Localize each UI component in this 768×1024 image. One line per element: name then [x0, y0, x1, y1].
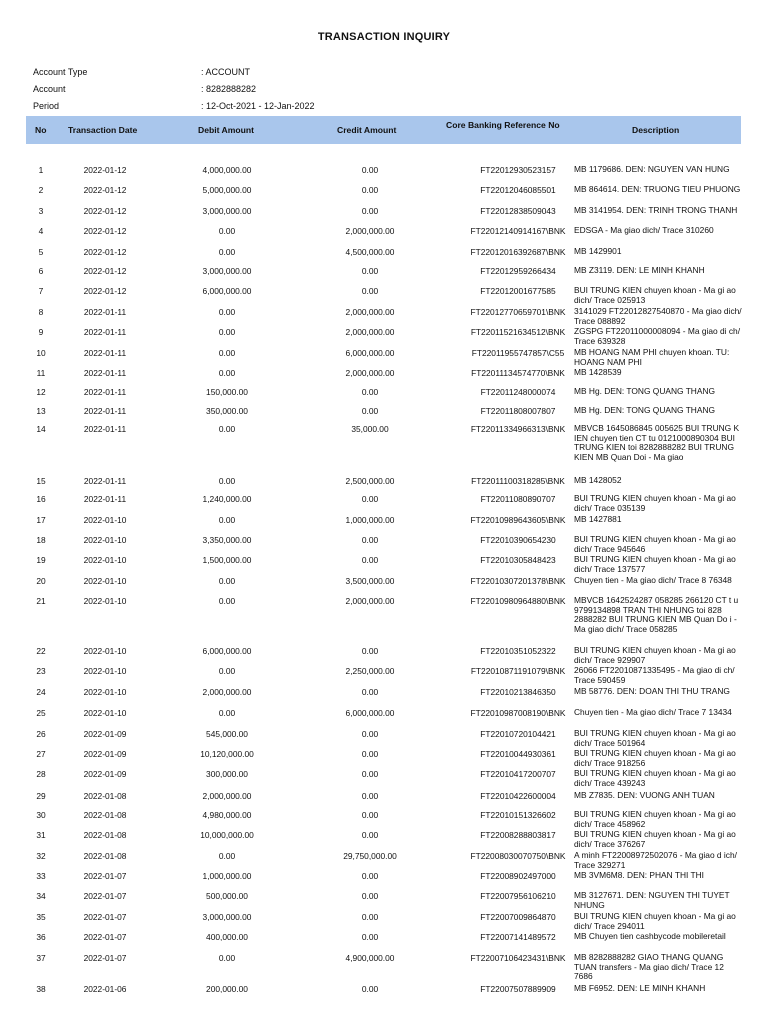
- credit-amount: 2,000,000.00: [345, 327, 395, 337]
- row-number: 38: [36, 984, 46, 994]
- credit-amount: 6,000,000.00: [345, 708, 395, 718]
- row-number: 28: [36, 769, 46, 779]
- reference-number: FT22010980964880\BNK: [470, 596, 566, 606]
- credit-amount: 2,000,000.00: [345, 596, 395, 606]
- transaction-date: 2022-01-12: [83, 165, 127, 175]
- credit-amount: 0.00: [361, 769, 379, 779]
- credit-amount: 0.00: [361, 535, 379, 545]
- transaction-date: 2022-01-11: [83, 424, 127, 434]
- transaction-date: 2022-01-10: [83, 646, 127, 656]
- credit-amount: 0.00: [361, 687, 379, 697]
- credit-amount: 0.00: [361, 494, 379, 504]
- transaction-date: 2022-01-10: [83, 687, 127, 697]
- row-number: 14: [36, 424, 46, 434]
- description: BUI TRUNG KIEN chuyen khoan - Ma gi ao dich/ Trace 137577: [574, 554, 736, 574]
- transaction-date: 2022-01-09: [83, 749, 127, 759]
- reference-number: FT22012838509043: [480, 206, 556, 216]
- credit-amount: 4,500,000.00: [345, 247, 395, 257]
- account-number-label: Account: [33, 84, 66, 94]
- description: MB Hg. DEN: TONG QUANG THANG: [574, 386, 716, 396]
- description: BUI TRUNG KIEN chuyen khoan - Ma gi ao dich/ Trace 035139: [574, 493, 736, 513]
- reference-number: FT22010390654230: [480, 535, 556, 545]
- credit-amount: 0.00: [361, 165, 379, 175]
- description: MB 1179686. DEN: NGUYEN VAN HUNG: [574, 164, 730, 174]
- debit-amount: 0.00: [218, 247, 236, 257]
- row-number: 29: [36, 791, 46, 801]
- description: BUI TRUNG KIEN chuyen khoan - Ma gi ao dich/ Trace 025913: [574, 285, 736, 305]
- credit-amount: 0.00: [361, 266, 379, 276]
- row-number: 31: [36, 830, 46, 840]
- debit-amount: 150,000.00: [206, 387, 248, 397]
- reference-number: FT22012140914167\BNK: [470, 226, 566, 236]
- row-number: 4: [38, 226, 44, 236]
- description: BUI TRUNG KIEN chuyen khoan - Ma gi ao dich/ Trace 294011: [574, 911, 736, 931]
- description: MBVCB 1642524287 058285 266120 CT t u 9799134898 TRAN THI NHUNG toi 828 2888282 BUI TRUNG KIEN MB Quan Do i - Ma giao dich/ Trace 058285: [574, 595, 739, 634]
- description: MB Z3119. DEN: LE MINH KHANH: [574, 265, 705, 275]
- column-header-desc: Description: [632, 125, 680, 135]
- debit-amount: 0.00: [218, 953, 236, 963]
- debit-amount: 5,000,000.00: [202, 185, 252, 195]
- row-number: 25: [36, 708, 46, 718]
- row-number: 7: [38, 286, 44, 296]
- credit-amount: 0.00: [361, 286, 379, 296]
- transaction-date: 2022-01-11: [83, 494, 127, 504]
- description: 26066 FT22010871335495 - Ma giao di ch/ Trace 590459: [574, 665, 735, 685]
- transaction-date: 2022-01-12: [83, 226, 127, 236]
- debit-amount: 2,000,000.00: [202, 791, 252, 801]
- credit-amount: 2,000,000.00: [345, 226, 395, 236]
- reference-number: FT22007956106210: [480, 891, 556, 901]
- credit-amount: 2,500,000.00: [345, 476, 395, 486]
- row-number: 5: [38, 247, 44, 257]
- debit-amount: 3,000,000.00: [202, 266, 252, 276]
- debit-amount: 1,240,000.00: [202, 494, 252, 504]
- credit-amount: 0.00: [361, 206, 379, 216]
- transaction-date: 2022-01-07: [83, 932, 127, 942]
- transaction-date: 2022-01-11: [83, 307, 127, 317]
- row-number: 34: [36, 891, 46, 901]
- transaction-date: 2022-01-06: [83, 984, 127, 994]
- description: MB F6952. DEN: LE MINH KHANH: [574, 983, 706, 993]
- transaction-date: 2022-01-09: [83, 729, 127, 739]
- debit-amount: 0.00: [218, 596, 236, 606]
- debit-amount: 3,350,000.00: [202, 535, 252, 545]
- row-number: 13: [36, 406, 46, 416]
- credit-amount: 29,750,000.00: [343, 851, 397, 861]
- description: MB 8282888282 GIAO THANG QUANG TUAN transfers - Ma giao dich/ Trace 12 7686: [574, 952, 724, 982]
- account-type-label: Account Type: [33, 67, 88, 77]
- description: MB 3VM6M8. DEN: PHAN THI THI: [574, 870, 704, 880]
- description: MB Hg. DEN: TONG QUANG THANG: [574, 405, 716, 415]
- transaction-date: 2022-01-11: [83, 476, 127, 486]
- transaction-date: 2022-01-11: [83, 368, 127, 378]
- description: Chuyen tien - Ma giao dich/ Trace 8 76348: [574, 575, 732, 585]
- description: MB 3141954. DEN: TRINH TRONG THANH: [574, 205, 738, 215]
- credit-amount: 0.00: [361, 729, 379, 739]
- row-number: 12: [36, 387, 46, 397]
- debit-amount: 0.00: [218, 666, 236, 676]
- credit-amount: 1,000,000.00: [345, 515, 395, 525]
- row-number: 23: [36, 666, 46, 676]
- transaction-date: 2022-01-10: [83, 576, 127, 586]
- row-number: 20: [36, 576, 46, 586]
- transaction-date: 2022-01-10: [83, 708, 127, 718]
- transaction-date: 2022-01-10: [83, 596, 127, 606]
- row-number: 26: [36, 729, 46, 739]
- transaction-date: 2022-01-07: [83, 891, 127, 901]
- reference-number: FT22008288803817: [480, 830, 556, 840]
- debit-amount: 0.00: [218, 851, 236, 861]
- reference-number: FT22010305848423: [480, 555, 556, 565]
- description: BUI TRUNG KIEN chuyen khoan - Ma gi ao dich/ Trace 439243: [574, 768, 736, 788]
- description: MB HOANG NAM PHI chuyen khoan. TU: HOANG NAM PHI: [574, 347, 730, 367]
- description: MB 1429901: [574, 246, 622, 256]
- row-number: 24: [36, 687, 46, 697]
- row-number: 37: [36, 953, 46, 963]
- reference-number: FT22012016392687\BNK: [470, 247, 566, 257]
- credit-amount: 0.00: [361, 646, 379, 656]
- row-number: 35: [36, 912, 46, 922]
- reference-number: FT22010720104421: [480, 729, 556, 739]
- reference-number: FT22011080890707: [480, 494, 556, 504]
- reference-number: FT22011248000074: [480, 387, 556, 397]
- reference-number: FT22010351052322: [480, 646, 556, 656]
- transaction-date: 2022-01-11: [83, 387, 127, 397]
- debit-amount: 4,980,000.00: [202, 810, 252, 820]
- credit-amount: 0.00: [361, 791, 379, 801]
- debit-amount: 0.00: [218, 226, 236, 236]
- row-number: 11: [36, 368, 46, 378]
- credit-amount: 2,000,000.00: [345, 307, 395, 317]
- period-label: Period: [33, 101, 60, 111]
- row-number: 8: [38, 307, 44, 317]
- reference-number: FT22011521634512\BNK: [470, 327, 566, 337]
- description: MB Z7835. DEN: VUONG ANH TUAN: [574, 790, 715, 800]
- transaction-date: 2022-01-08: [83, 830, 127, 840]
- credit-amount: 6,000,000.00: [345, 348, 395, 358]
- reference-number: FT22007009864870: [480, 912, 556, 922]
- reference-number: FT22010987008190\BNK: [470, 708, 566, 718]
- row-number: 9: [38, 327, 44, 337]
- description: MB 1428539: [574, 367, 622, 377]
- debit-amount: 0.00: [218, 576, 236, 586]
- column-header-debit: Debit Amount: [198, 125, 255, 135]
- reference-number: FT22011334966313\BNK: [470, 424, 566, 434]
- column-header-ref: Core Banking Reference No: [446, 120, 560, 130]
- description: MB 1428052: [574, 475, 622, 485]
- credit-amount: 2,000,000.00: [345, 368, 395, 378]
- debit-amount: 400,000.00: [206, 932, 248, 942]
- row-number: 27: [36, 749, 46, 759]
- description: MB 1427881: [574, 514, 622, 524]
- column-header-date: Transaction Date: [68, 125, 138, 135]
- debit-amount: 300,000.00: [206, 769, 248, 779]
- transaction-date: 2022-01-08: [83, 791, 127, 801]
- reference-number: FT22010044930361: [480, 749, 556, 759]
- reference-number: FT22011808007807: [480, 406, 556, 416]
- debit-amount: 0.00: [218, 327, 236, 337]
- row-number: 16: [36, 494, 46, 504]
- credit-amount: 0.00: [361, 932, 379, 942]
- transaction-date: 2022-01-12: [83, 185, 127, 195]
- credit-amount: 4,900,000.00: [345, 953, 395, 963]
- description: BUI TRUNG KIEN chuyen khoan - Ma gi ao dich/ Trace 458962: [574, 809, 736, 829]
- description: MBVCB 1645086845 005625 BUI TRUNG K IEN chuyen tien CT tu 0121000890304 BUI TRUNG KIEN toi 8282888282 BUI TRUNG KIEN MB Quan Doi - Ma giao: [574, 423, 740, 462]
- credit-amount: 0.00: [361, 387, 379, 397]
- transaction-date: 2022-01-11: [83, 327, 127, 337]
- page-title: TRANSACTION INQUIRY: [317, 31, 451, 43]
- transaction-date: 2022-01-12: [83, 247, 127, 257]
- debit-amount: 200,000.00: [206, 984, 248, 994]
- description: Chuyen tien - Ma giao dich/ Trace 7 13434: [574, 707, 732, 717]
- row-number: 1: [38, 165, 44, 175]
- row-number: 3: [38, 206, 44, 216]
- debit-amount: 0.00: [218, 424, 236, 434]
- reference-number: FT22010871191079\BNK: [470, 666, 566, 676]
- description: MB 3127671. DEN: NGUYEN THI TUYET NHUNG: [574, 890, 730, 910]
- row-number: 36: [36, 932, 46, 942]
- transaction-date: 2022-01-07: [83, 912, 127, 922]
- description: MB 864614. DEN: TRUONG TIEU PHUONG: [574, 184, 741, 194]
- credit-amount: 0.00: [361, 555, 379, 565]
- description: A minh FT22008972502076 - Ma giao d ich/ Trace 329271: [574, 850, 737, 870]
- transaction-date: 2022-01-10: [83, 515, 127, 525]
- reference-number: FT22011955747857\C55: [471, 348, 565, 358]
- reference-number: FT22012001677585: [480, 286, 556, 296]
- debit-amount: 10,000,000.00: [200, 830, 254, 840]
- transaction-date: 2022-01-11: [83, 348, 127, 358]
- description: BUI TRUNG KIEN chuyen khoan - Ma gi ao dich/ Trace 501964: [574, 728, 736, 748]
- debit-amount: 545,000.00: [206, 729, 248, 739]
- transaction-date: 2022-01-08: [83, 851, 127, 861]
- debit-amount: 0.00: [218, 348, 236, 358]
- credit-amount: 0.00: [361, 185, 379, 195]
- row-number: 6: [38, 266, 44, 276]
- table-header: [26, 116, 741, 144]
- debit-amount: 0.00: [218, 708, 236, 718]
- description: BUI TRUNG KIEN chuyen khoan - Ma gi ao dich/ Trace 929907: [574, 645, 736, 665]
- row-number: 19: [36, 555, 46, 565]
- transaction-date: 2022-01-12: [83, 206, 127, 216]
- description: BUI TRUNG KIEN chuyen khoan - Ma gi ao dich/ Trace 945646: [574, 534, 736, 554]
- debit-amount: 3,000,000.00: [202, 206, 252, 216]
- account-type-value: : ACCOUNT: [201, 67, 251, 77]
- reference-number: FT22012959266434: [480, 266, 556, 276]
- transaction-date: 2022-01-12: [83, 286, 127, 296]
- row-number: 21: [36, 596, 46, 606]
- credit-amount: 0.00: [361, 871, 379, 881]
- credit-amount: 0.00: [361, 810, 379, 820]
- column-header-credit: Credit Amount: [337, 125, 397, 135]
- debit-amount: 500,000.00: [206, 891, 248, 901]
- debit-amount: 0.00: [218, 368, 236, 378]
- reference-number: FT22011100318285\BNK: [471, 476, 565, 486]
- credit-amount: 0.00: [361, 891, 379, 901]
- description: EDSGA - Ma giao dich/ Trace 310260: [574, 225, 714, 235]
- debit-amount: 4,000,000.00: [202, 165, 252, 175]
- row-number: 17: [36, 515, 46, 525]
- debit-amount: 3,000,000.00: [202, 912, 252, 922]
- credit-amount: 0.00: [361, 830, 379, 840]
- debit-amount: 350,000.00: [206, 406, 248, 416]
- reference-number: FT22010422600004: [480, 791, 556, 801]
- credit-amount: 0.00: [361, 984, 379, 994]
- description: 3141029 FT22012827540870 - Ma giao dich/ Trace 088892: [574, 306, 742, 326]
- transaction-date: 2022-01-12: [83, 266, 127, 276]
- row-number: 30: [36, 810, 46, 820]
- credit-amount: 0.00: [361, 912, 379, 922]
- debit-amount: 0.00: [218, 476, 236, 486]
- transaction-date: 2022-01-10: [83, 555, 127, 565]
- description: MB Chuyen tien cashbycode mobileretail: [574, 931, 726, 941]
- reference-number: FT22007141489572: [480, 932, 556, 942]
- period-value: : 12-Oct-2021 - 12-Jan-2022: [201, 101, 315, 111]
- transaction-date: 2022-01-07: [83, 953, 127, 963]
- debit-amount: 0.00: [218, 307, 236, 317]
- reference-number: FT22010989643605\BNK: [470, 515, 566, 525]
- reference-number: FT22010307201378\BNK: [470, 576, 566, 586]
- credit-amount: 3,500,000.00: [345, 576, 395, 586]
- reference-number: FT22007106423431\BNK: [470, 953, 566, 963]
- transaction-date: 2022-01-08: [83, 810, 127, 820]
- credit-amount: 2,250,000.00: [345, 666, 395, 676]
- reference-number: FT22007507889909: [480, 984, 556, 994]
- debit-amount: 0.00: [218, 515, 236, 525]
- description: MB 58776. DEN: DOAN THI THU TRANG: [574, 686, 730, 696]
- reference-number: FT22012770659701\BNK: [470, 307, 566, 317]
- reference-number: FT22010213846350: [480, 687, 556, 697]
- row-number: 15: [36, 476, 46, 486]
- reference-number: FT22010417200707: [480, 769, 556, 779]
- row-number: 33: [36, 871, 46, 881]
- description: BUI TRUNG KIEN chuyen khoan - Ma gi ao dich/ Trace 376267: [574, 829, 736, 849]
- credit-amount: 35,000.00: [351, 424, 389, 434]
- credit-amount: 0.00: [361, 406, 379, 416]
- reference-number: FT22008030070750\BNK: [470, 851, 566, 861]
- row-number: 22: [36, 646, 46, 656]
- transaction-date: 2022-01-10: [83, 535, 127, 545]
- reference-number: FT22011134574770\BNK: [471, 368, 565, 378]
- row-number: 2: [38, 185, 44, 195]
- debit-amount: 1,500,000.00: [202, 555, 252, 565]
- reference-number: FT22008902497000: [480, 871, 556, 881]
- debit-amount: 6,000,000.00: [202, 646, 252, 656]
- reference-number: FT22012930523157: [480, 165, 556, 175]
- debit-amount: 10,120,000.00: [200, 749, 254, 759]
- debit-amount: 2,000,000.00: [202, 687, 252, 697]
- description: ZGSPG FT22011000008094 - Ma giao di ch/ Trace 639328: [574, 326, 741, 346]
- credit-amount: 0.00: [361, 749, 379, 759]
- reference-number: FT22010151326602: [480, 810, 556, 820]
- reference-number: FT22012046085501: [480, 185, 556, 195]
- transaction-date: 2022-01-07: [83, 871, 127, 881]
- transaction-date: 2022-01-10: [83, 666, 127, 676]
- account-number-value: : 8282888282: [201, 84, 257, 94]
- row-number: 18: [36, 535, 46, 545]
- description: BUI TRUNG KIEN chuyen khoan - Ma gi ao dich/ Trace 918256: [574, 748, 736, 768]
- column-header-no: No: [35, 125, 47, 135]
- debit-amount: 1,000,000.00: [202, 871, 252, 881]
- row-number: 10: [36, 348, 46, 358]
- debit-amount: 6,000,000.00: [202, 286, 252, 296]
- row-number: 32: [36, 851, 46, 861]
- transaction-date: 2022-01-11: [83, 406, 127, 416]
- transaction-date: 2022-01-09: [83, 769, 127, 779]
